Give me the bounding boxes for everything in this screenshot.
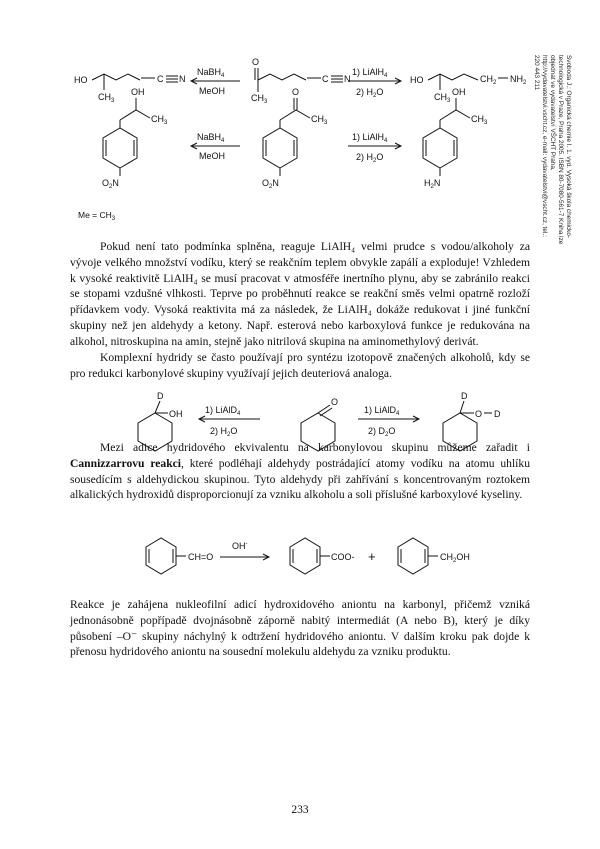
ch3-label: $CH_3$ [151,114,168,126]
cannizzaro-scheme [0,525,600,595]
paragraph-cannizzaro [70,440,530,503]
ch3-label: $CH_3$ [311,114,328,126]
reduction-scheme-top [0,50,600,230]
cannizzaro-description: , které podléhají aldehydy postrádající atomy vodíku na atomu uhlíku sousedícím s aldehydickou skupinou. Tyto aldehydy při zahřívání s koncentrovaným roztokem alkalických hydroxidů disproporcionují za vzniku alkoholu a soli příslušné karboxylové kyseliny. [70,456,530,502]
arrow-workup-label: 2) $H_2O$ [210,426,238,438]
nitrile-c-label: C [157,74,164,84]
nitro-label: $O_2N$ [102,178,119,190]
nh2-label: $NH_2$ [510,74,527,86]
ch3-label: $CH_3$ [471,114,488,126]
oh-label: OH [131,87,145,97]
ho-label: HO [410,75,424,85]
page-number: 233 [291,804,309,816]
plus-sign: + [368,549,376,564]
arrow-reagent-label: 1) LiAlH$_4$ [352,67,388,79]
ch3-label: $CH_3$ [98,92,115,104]
me-definition: $Me = CH_3$ [78,210,116,222]
hydroxide-label: OH- [232,541,248,551]
ch3-label: $CH_3$ [251,93,268,105]
aldehyde-label: CH=O [188,552,214,562]
arrow-workup-label: 2) $H_2O$ [356,87,384,99]
carboxylate-label: COO- [331,552,355,562]
arrow-reagent-label: NaBH$_4$ [197,67,225,79]
cannizzaro-intro: Mezi adice hydridového ekvivalentu na karbonylovou skupinu můžeme zařadit i [100,441,530,454]
nitrile-n-label: N [344,74,351,84]
arrow-solvent-label: MeOH [199,86,226,96]
nitrile-n-label: N [179,74,186,84]
oxygen-label: O [475,409,483,419]
side-citation-note: Svoboda J.: Organická chemie I. 1. vyd. Vysoká škola chemicko-technologická v Praze, Praha 2005. ISBN 80-7080-561-7 Kniha lze objednat ve vydavatelství VŠCHT Praha, http://vydavatelstvi.vscht.cz, e-mail: vydavatelstvi@vscht.cz, tel.: 220 443 211 [533,55,572,245]
arrow-solvent-label: MeOH [199,151,226,161]
nitro-label: $O_2N$ [262,178,279,190]
paragraph-isotope-labeling: Komplexní hydridy se často používají pro syntézu izotopově značených alkoholů, kdy se pro redukci karbonylové skupiny využívají jejich deuteriová analoga. [70,351,530,380]
ch2-label: $CH_2$ [480,74,497,86]
nitrile-c-label: C [322,74,329,84]
arrow-reagent-label: 1) LiAlD$_4$ [364,405,400,417]
arrow-reagent-label: 1) LiAlH$_4$ [352,132,388,144]
carbonyl-o-label: O [252,57,260,67]
ch3-label: $CH_3$ [434,92,451,104]
ho-label: HO [74,75,88,85]
deuterium-label: D [461,391,468,401]
deuterium-label: D [494,409,501,419]
amine-label: $H_2N$ [424,178,441,190]
arrow-reagent-label: 1) LiAlD$_4$ [205,405,241,417]
arrow-reagent-label: NaBH$_4$ [197,132,225,144]
paragraph-mechanism: Reakce je zahájena nukleofilní adicí hydroxidového aniontu na karbonyl, přičemž vzniká jednonásobně popřípadě dvojnásobně záporně nabitý intermediát (A nebo B), který je díky působení –O⁻ skupiny náchylný k odtržení hydridového aniontu. V dalším kroku pak dojde k přenosu hydridového aniontu na sousední molekulu aldehydu za vzniku produktu. [70,598,530,659]
oh-label: OH [169,409,183,419]
arrow-workup-label: 2) $H_2O$ [356,152,384,164]
paragraph-lialh4-reactivity: Pokud není tato podmínka splněna, reaguje LiAlH₄ velmi prudce s vodou/alkoholy za vývoje velkého množství vodíku, který se reakčním teplem obvykle zapálí a exploduje! Vzhledem k vysoké reaktivitě LiAlH₄ se musí pracovat v atmosféře inertního plynu, aby se zabránilo reakci se stopami vzdušné vlhkosti. Teprve po proběhnutí reakce se reakční směs velmi opatrně rozloží přídavkem vody. Vysoká reaktivita má za následek, že LiAlH₄ dokáže redukovat i jiné funkční skupiny než jen aldehydy a ketony. Např. esterová nebo karboxylová funkce je redukována na alkohol, nitroskupina na amin, stejně jako nitrilová skupina na aminomethylový derivát. [70,240,530,348]
benzyl-alcohol-label: $CH_2OH$ [440,552,470,564]
arrow-workup-label: 2) $D_2O$ [368,426,396,438]
oh-label: OH [452,87,466,97]
carbonyl-o-label: O [331,397,339,407]
carbonyl-o-label: O [292,87,300,97]
cannizzaro-term: Cannizzarrovu reakci [70,456,182,470]
deuterium-label: D [157,391,164,401]
